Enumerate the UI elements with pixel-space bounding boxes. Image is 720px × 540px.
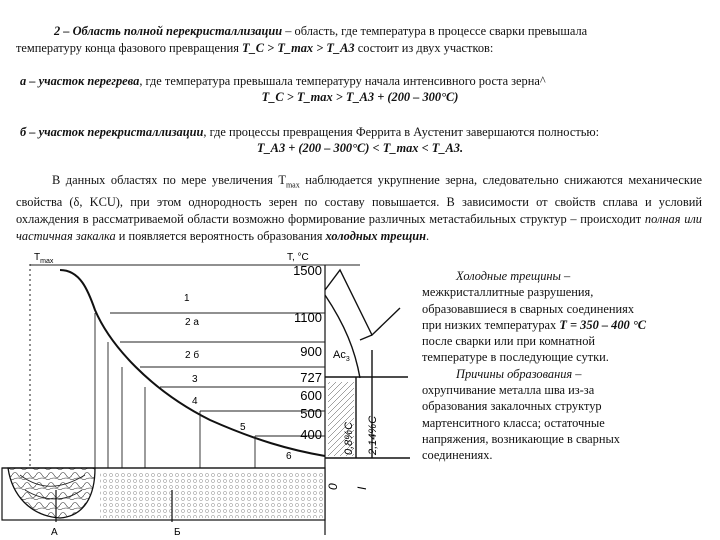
side-line-4: после сварки или при комнатной xyxy=(422,334,596,349)
temp-727: 727 xyxy=(300,370,322,385)
temp-1500: 1500 xyxy=(293,263,322,278)
para-1-text-2: температуру конца фазового превращения xyxy=(16,41,243,55)
para-3-em-1: полная или частичная закалка xyxy=(16,211,702,244)
para-3-sub: max xyxy=(285,180,300,190)
side-line-5: температуре в последующие сутки. xyxy=(422,350,609,365)
zone-label-2b: 2 б xyxy=(185,350,200,361)
para-b xyxy=(20,124,710,141)
para-3-em-2: холодных трещин xyxy=(325,229,427,244)
carbon-label-1: 0,8%C xyxy=(343,421,355,455)
temperature-axis-label: T, °C xyxy=(287,252,309,263)
bottom-label-1: I xyxy=(355,486,369,490)
side-cause-2: образования закалочных структур xyxy=(422,399,602,414)
side-cause-5: соединениях. xyxy=(422,448,493,463)
cut-label-b: Б xyxy=(174,527,181,538)
zone-label-6: 6 xyxy=(286,451,292,462)
zone-label-2a: 2 а xyxy=(185,317,199,328)
heating-curve xyxy=(60,270,325,456)
ac3-label: $Ac_3$ xyxy=(333,349,350,363)
para-3 xyxy=(16,172,702,245)
side-line-2: образовавшиеся в сварных соединениях xyxy=(422,301,635,316)
zone-label-1: 1 xyxy=(184,293,190,304)
side-cause-title: Причины образования – xyxy=(456,366,582,381)
para-a-lead: а – участок перегрева xyxy=(20,74,140,88)
weld-zone-diagram xyxy=(0,250,420,540)
para-1-lead: 2 – Область полной перекристаллизации xyxy=(54,24,283,38)
side-cause-1: охрупчивание металла шва из-за xyxy=(422,383,595,398)
temp-1100: 1100 xyxy=(294,310,322,325)
side-line-1: межкристаллитные разрушения, xyxy=(422,285,594,300)
cut-label-a: А xyxy=(51,527,58,538)
zone-label-4: 4 xyxy=(192,396,198,407)
temp-600: 600 xyxy=(300,388,322,403)
para-3-text-4: . xyxy=(426,229,430,244)
bottom-label-0: 0 xyxy=(326,483,340,490)
para-1-formula: T_C > T_max > T_A3 xyxy=(242,41,355,55)
para-b-formula: T_A3 + (200 – 300°C) < T_max < T_A3. xyxy=(256,141,464,155)
para-1 xyxy=(16,23,706,57)
zone-label-5: 5 xyxy=(240,422,246,433)
para-1-text-3: состоит из двух участков: xyxy=(354,41,494,55)
para-a-formula: T_C > T_max > T_A3 + (200 – 300°C) xyxy=(261,90,459,104)
side-title: Холодные трещины xyxy=(456,269,561,283)
temp-500: 500 xyxy=(300,406,322,421)
para-b-lead: б – участок перекристаллизации xyxy=(20,125,204,139)
para-3-text-3: и появляется вероятность образования xyxy=(115,229,326,244)
para-a-text: , где температура превышала температуру начала интенсивного роста зерна^ xyxy=(139,74,546,88)
side-line-3: при низких температурах xyxy=(422,317,560,332)
tmax-axis-label: $T_{max}$ xyxy=(34,252,54,265)
side-cause-4: напряжения, возникающие в сварных xyxy=(422,431,621,446)
cold-cracks-description xyxy=(422,268,672,464)
temp-900: 900 xyxy=(300,344,322,359)
side-line-0: – xyxy=(560,269,571,283)
side-temp: T = 350 – 400 °C xyxy=(559,317,647,332)
para-1-text: – область, где температура в процессе сварки превышала xyxy=(282,24,588,38)
temp-400: 400 xyxy=(300,427,322,442)
para-a xyxy=(20,73,710,90)
para-b-text: , где процессы превращения Феррита в Аустенит завершаются полностью: xyxy=(203,125,600,139)
para-3-text-2: наблюдается укрупнение зерна, следовательно снижаются механические свойства (δ, KCU), при этом однородность зерен по составу повышается. В зависимости от свойств сплава и условий охлаждения в рассматриваемой области возможно формирование различных метастабильных структур – происходит xyxy=(16,173,702,226)
carbon-label-2: 2,14%C xyxy=(367,415,379,455)
para-3-text-1: В данных областях по мере увеличения T xyxy=(52,173,286,187)
zone-label-3: 3 xyxy=(192,374,198,385)
side-cause-3: мартенситного класса; остаточные xyxy=(422,415,605,430)
